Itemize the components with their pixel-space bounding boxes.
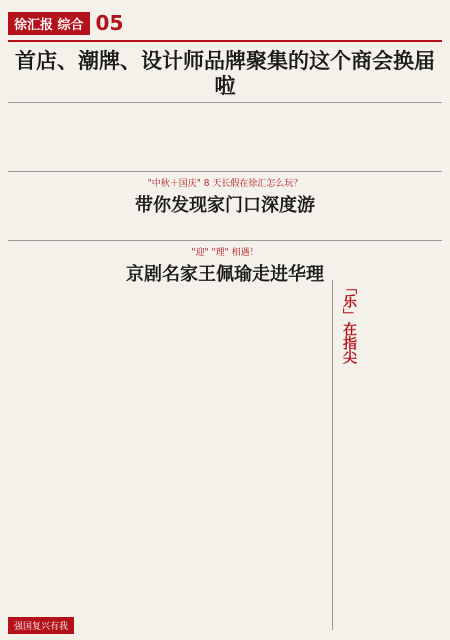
third-kicker: "迎" "理" 相遇！ [191, 248, 259, 259]
second-article [8, 171, 442, 236]
page-number: 05 [95, 11, 124, 35]
lead-article-body [8, 102, 442, 167]
sidebar-column [332, 280, 442, 630]
sidebar-title: 「乐」在指尖 [341, 280, 357, 364]
lead-headline: 首店、潮牌、设计师品牌聚集的这个商会换届啦 [15, 48, 435, 99]
second-kicker: "中秋＋国庆" 8 天长假在徐汇怎么玩？ [147, 179, 303, 190]
second-headline: 带你发现家门口深度游 [135, 195, 315, 217]
masthead [8, 6, 442, 42]
third-headline: 京剧名家王佩瑜走进华理 [126, 264, 324, 286]
footer-banner: 强国复兴有我 [8, 617, 74, 634]
section-tag: 徐汇报 综合 [8, 12, 90, 35]
